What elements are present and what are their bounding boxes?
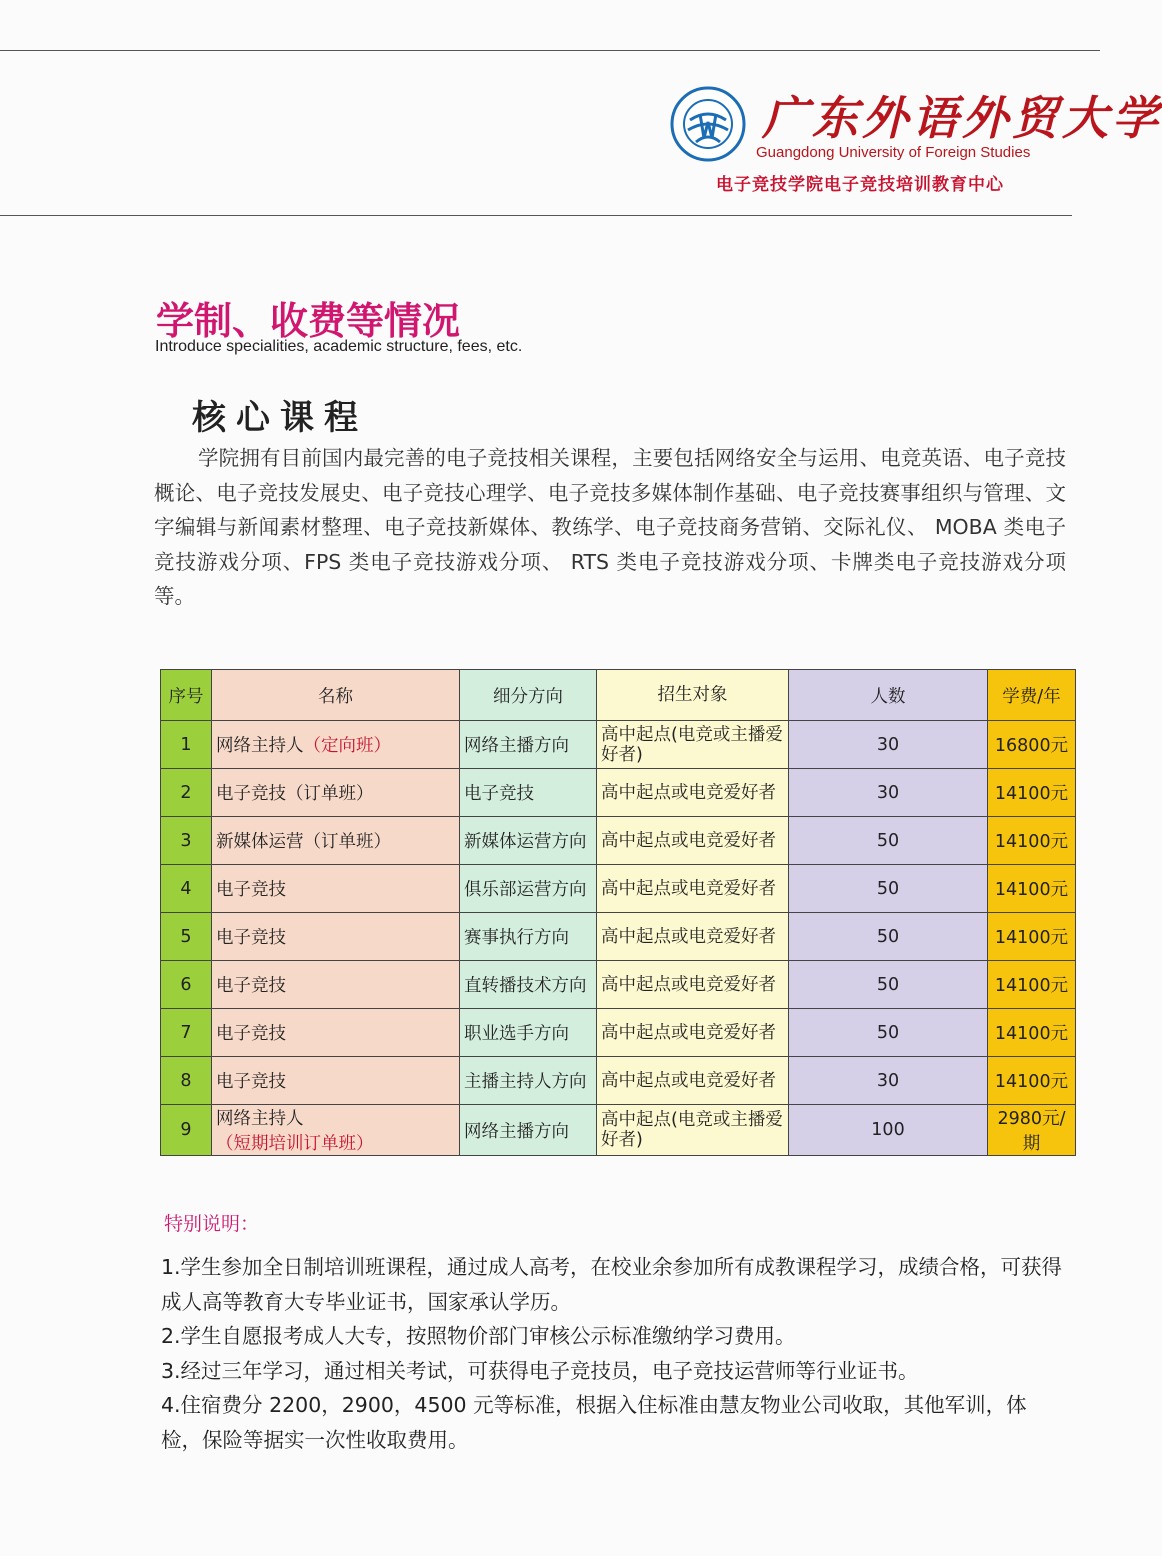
cell-fee: 14100元 (988, 769, 1076, 817)
cell-name-text: 新媒体运营（订单班） (216, 832, 391, 852)
header-target: 招生对象 (597, 670, 789, 721)
cell-direction: 新媒体运营方向 (460, 817, 597, 865)
cell-fee: 14100元 (988, 961, 1076, 1009)
note-item: 2.学生自愿报考成人大专，按照物价部门审核公示标准缴纳学习费用。 (161, 1324, 796, 1348)
table-row (161, 865, 1076, 913)
cell-target: 高中起点或电竞爱好者 (597, 769, 789, 817)
cell-name (212, 817, 460, 865)
center-name: 电子竞技学院电子竞技培训教育中心 (716, 175, 1004, 195)
cell-name (212, 961, 460, 1009)
cell-no: 4 (161, 865, 212, 913)
cell-target: 高中起点或电竞爱好者 (597, 1057, 789, 1105)
cell-count: 50 (789, 1009, 988, 1057)
cell-fee: 16800元 (988, 721, 1076, 769)
cell-count: 50 (789, 913, 988, 961)
university-logo (670, 86, 1162, 196)
header-count: 人数 (789, 670, 988, 721)
cell-direction: 网络主播方向 (460, 1105, 597, 1156)
table-row (161, 721, 1076, 769)
cell-no: 9 (161, 1105, 212, 1156)
cell-direction: 主播主持人方向 (460, 1057, 597, 1105)
cell-name-text: 网络主持人 (216, 736, 304, 756)
core-courses-title: 核心课程 (192, 398, 368, 438)
cell-count: 30 (789, 769, 988, 817)
cell-name-text: 网络主持人 (216, 1109, 304, 1129)
cell-target: 高中起点(电竞或主播爱好者) (597, 1105, 789, 1156)
cell-count: 50 (789, 961, 988, 1009)
cell-name (212, 1057, 460, 1105)
table-row (161, 913, 1076, 961)
table-row (161, 769, 1076, 817)
header-divider (0, 215, 1072, 216)
cell-no: 7 (161, 1009, 212, 1057)
cell-name-text: 电子竞技 (216, 1024, 286, 1044)
fees-table (160, 669, 1076, 1156)
cell-no: 8 (161, 1057, 212, 1105)
cell-direction: 赛事执行方向 (460, 913, 597, 961)
cell-name-text: 电子竞技 (216, 928, 286, 948)
note-item: 1.学生参加全日制培训班课程，通过成人高考，在校业余参加所有成教课程学习，成绩合格，可获得成人高等教育大专毕业证书，国家承认学历。 (161, 1255, 1063, 1314)
table-row (161, 817, 1076, 865)
university-name-en: Guangdong University of Foreign Studies (756, 144, 1031, 161)
cell-target: 高中起点(电竞或主播爱好者) (597, 721, 789, 769)
header-no: 序号 (161, 670, 212, 721)
cell-direction: 网络主播方向 (460, 721, 597, 769)
cell-count: 30 (789, 721, 988, 769)
cell-target: 高中起点或电竞爱好者 (597, 1009, 789, 1057)
section-title: 学制、收费等情况 (156, 299, 461, 343)
university-seal-icon (670, 86, 746, 162)
cell-name-text: 电子竞技 (216, 976, 286, 996)
cell-name-text: 电子竞技 (216, 880, 286, 900)
cell-no: 1 (161, 721, 212, 769)
cell-name (212, 769, 460, 817)
table-row (161, 1009, 1076, 1057)
cell-target: 高中起点或电竞爱好者 (597, 817, 789, 865)
core-courses-text: 学院拥有目前国内最完善的电子竞技相关课程，主要包括网络安全与运用、电竞英语、电子竞技概论、电子竞技发展史、电子竞技心理学、电子竞技多媒体制作基础、电子竞技赛事组织与管理、文字编辑与新闻素材整理、电子竞技新媒体、教练学、电子竞技商务营销、交际礼仪、 MOBA 类电子竞技游戏分项、FPS 类电子竞技游戏分项、 RTS 类电子竞技游戏分项、卡牌类电子竞技游戏分项等。 (154, 446, 1066, 608)
cell-name (212, 865, 460, 913)
cell-no: 5 (161, 913, 212, 961)
section-subtitle: Introduce specialities, academic structure, fees, etc. (155, 338, 523, 355)
special-notes (161, 1250, 1066, 1457)
cell-name-text: 电子竞技（订单班） (216, 784, 374, 804)
note-item: 3.经过三年学习，通过相关考试，可获得电子竞技员，电子竞技运营师等行业证书。 (161, 1358, 919, 1383)
cell-name (212, 913, 460, 961)
cell-name (212, 1009, 460, 1057)
cell-direction: 电子竞技 (460, 769, 597, 817)
cell-name-note: （短期培训订单班） (216, 1134, 374, 1154)
cell-direction: 直转播技术方向 (460, 961, 597, 1009)
cell-count: 100 (789, 1105, 988, 1156)
cell-target: 高中起点或电竞爱好者 (597, 913, 789, 961)
cell-no: 3 (161, 817, 212, 865)
cell-direction: 俱乐部运营方向 (460, 865, 597, 913)
top-divider (0, 50, 1100, 51)
cell-no: 6 (161, 961, 212, 1009)
table-row (161, 1105, 1076, 1156)
cell-count: 50 (789, 865, 988, 913)
cell-count: 30 (789, 1057, 988, 1105)
cell-no: 2 (161, 769, 212, 817)
special-notes-title: 特别说明： (164, 1213, 260, 1235)
cell-fee: 14100元 (988, 1057, 1076, 1105)
header-name: 名称 (212, 670, 460, 721)
cell-fee: 14100元 (988, 1009, 1076, 1057)
cell-fee: 14100元 (988, 913, 1076, 961)
header-fee: 学费/年 (988, 670, 1076, 721)
cell-name-note: （定向班） (303, 736, 391, 756)
cell-count: 50 (789, 817, 988, 865)
cell-name (212, 721, 460, 769)
cell-target: 高中起点或电竞爱好者 (597, 961, 789, 1009)
cell-fee: 14100元 (988, 817, 1076, 865)
cell-name-text: 电子竞技 (216, 1072, 286, 1092)
table-header-row (161, 670, 1076, 721)
table-row (161, 1057, 1076, 1105)
cell-fee: 2980元/期 (988, 1105, 1076, 1156)
header-direction: 细分方向 (460, 670, 597, 721)
cell-direction: 职业选手方向 (460, 1009, 597, 1057)
cell-target: 高中起点或电竞爱好者 (597, 865, 789, 913)
table-row (161, 961, 1076, 1009)
cell-fee: 14100元 (988, 865, 1076, 913)
note-item: 4.住宿费分 2200，2900，4500 元等标准，根据入住标准由慧友物业公司收取，其他军训，体检，保险等据实一次性收取费用。 (161, 1393, 1027, 1452)
cell-name (212, 1105, 460, 1156)
university-name-cn: 广东外语外贸大学 (762, 91, 1162, 145)
